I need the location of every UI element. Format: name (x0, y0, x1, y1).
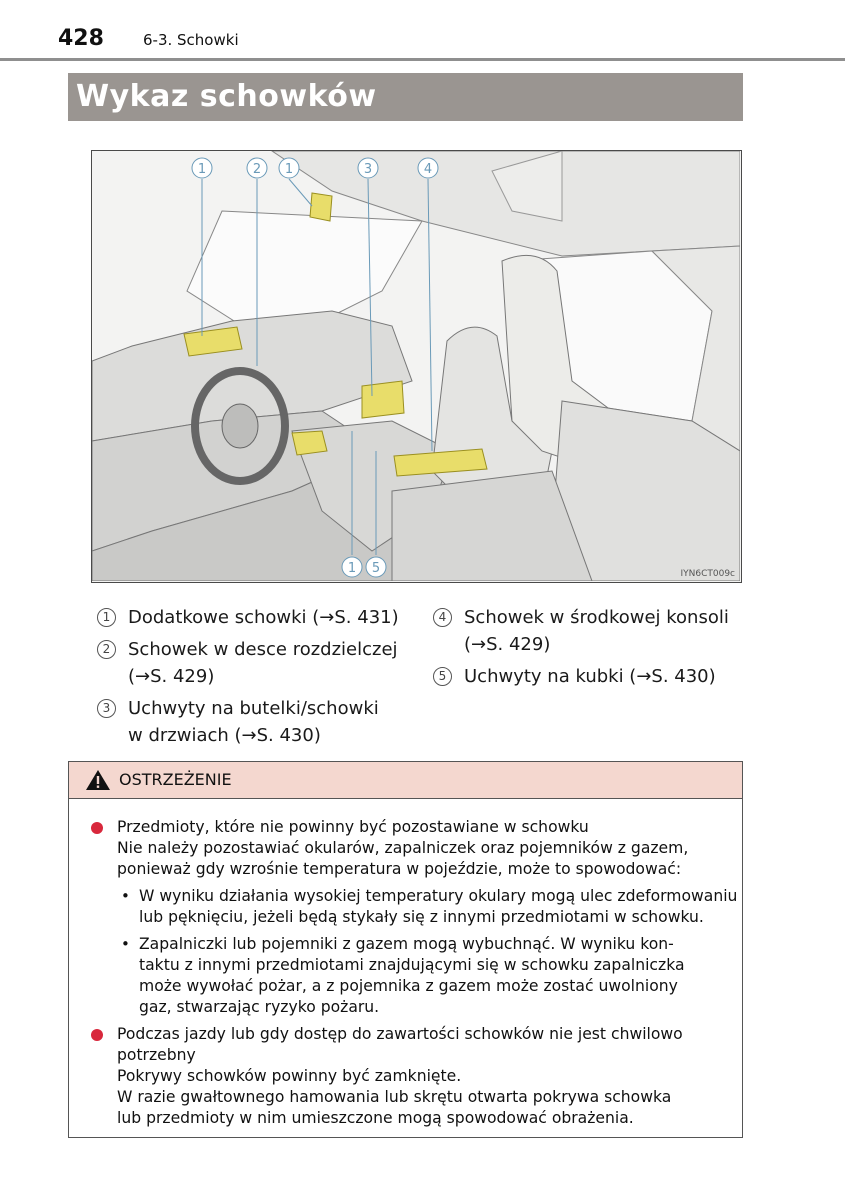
bullet-icon: • (121, 887, 130, 905)
number-circle-icon: 2 (97, 640, 116, 659)
number-circle-icon: 3 (97, 699, 116, 718)
legend-text: Dodatkowe schowki (→S. 431) (128, 607, 399, 628)
legend-text: (→S. 429) (464, 634, 551, 655)
warning-item-heading: Przedmioty, które nie powinny być pozostawiane w schowku (117, 818, 589, 836)
warning-text-line: lub pęknięciu, jeżeli będą stykały się z innymi przedmiotami w schowku. (139, 908, 704, 926)
interior-drawing (92, 151, 740, 581)
legend-text: (→S. 429) (128, 666, 215, 687)
page-number: 428 (58, 26, 104, 51)
callout-label: 1 (347, 561, 357, 576)
number-circle-icon: 5 (433, 667, 452, 686)
warning-text-line: gaz, stwarzając ryzyko pożaru. (139, 998, 380, 1016)
legend-text: w drzwiach (→S. 430) (128, 725, 321, 746)
warning-item-2 (117, 1024, 727, 1129)
warning-text-line: lub przedmioty w nim umieszczone mogą spowodować obrażenia. (117, 1109, 634, 1127)
callout-label: 5 (371, 561, 381, 576)
warning-header (69, 762, 742, 799)
legend-item-4 (433, 604, 729, 658)
warning-text-line: ponieważ gdy wzrośnie temperatura w pojeździe, może to spowodować: (117, 860, 682, 878)
header-divider (0, 58, 845, 61)
legend-text: Uchwyty na butelki/schowki (128, 698, 379, 719)
warning-text-line: taktu z innymi przedmiotami znajdującymi się w schowku zapalniczka (139, 956, 685, 974)
legend-item-3 (97, 695, 379, 749)
car-interior-illustration (91, 150, 742, 583)
warning-text-line: W razie gwałtownego hamowania lub skrętu otwarta pokrywa schowka (117, 1088, 672, 1106)
warning-item-heading: Podczas jazdy lub gdy dostęp do zawartości schowków nie jest chwilowo (117, 1025, 683, 1043)
section-reference: 6-3. Schowki (143, 31, 239, 49)
callout-label: 1 (197, 162, 207, 177)
warning-triangle-icon (85, 769, 111, 791)
warning-text-line: Pokrywy schowków powinny być zamknięte. (117, 1067, 462, 1085)
legend-text: Schowek w środkowej konsoli (464, 607, 729, 628)
warning-item-heading: potrzebny (117, 1046, 196, 1064)
bullet-icon: • (121, 935, 130, 953)
legend-item-5 (433, 663, 716, 690)
warning-text-line: może wywołać pożar, a z pojemnika z gazem może zostać uwolniony (139, 977, 678, 995)
warning-text-line: Zapalniczki lub pojemniki z gazem mogą wybuchnąć. W wyniku kon- (139, 935, 674, 953)
callout-label: 3 (363, 162, 373, 177)
warning-text-line: Nie należy pozostawiać okularów, zapalniczek oraz pojemników z gazem, (117, 839, 689, 857)
number-circle-icon: 1 (97, 608, 116, 627)
warning-box (68, 761, 743, 1138)
warning-subitem-2 (121, 934, 729, 1018)
warning-item-1 (117, 817, 727, 880)
legend-item-1 (97, 604, 399, 631)
bullet-dot-icon (91, 1029, 103, 1041)
callout-label: 1 (284, 162, 294, 177)
warning-title: OSTRZEŻENIE (119, 770, 232, 789)
callout-label: 2 (252, 162, 262, 177)
figure-code: IYN6CT009c (680, 569, 735, 579)
warning-subitem-1 (121, 886, 738, 928)
legend-text: Schowek w desce rozdzielczej (128, 639, 398, 660)
legend-text: Uchwyty na kubki (→S. 430) (464, 666, 716, 687)
callout-label: 4 (423, 162, 433, 177)
page-title: Wykaz schowków (68, 73, 743, 121)
warning-text-line: W wyniku działania wysokiej temperatury okulary mogą ulec zdeformowaniu (139, 887, 738, 905)
legend-item-2 (97, 636, 398, 690)
number-circle-icon: 4 (433, 608, 452, 627)
bullet-dot-icon (91, 822, 103, 834)
